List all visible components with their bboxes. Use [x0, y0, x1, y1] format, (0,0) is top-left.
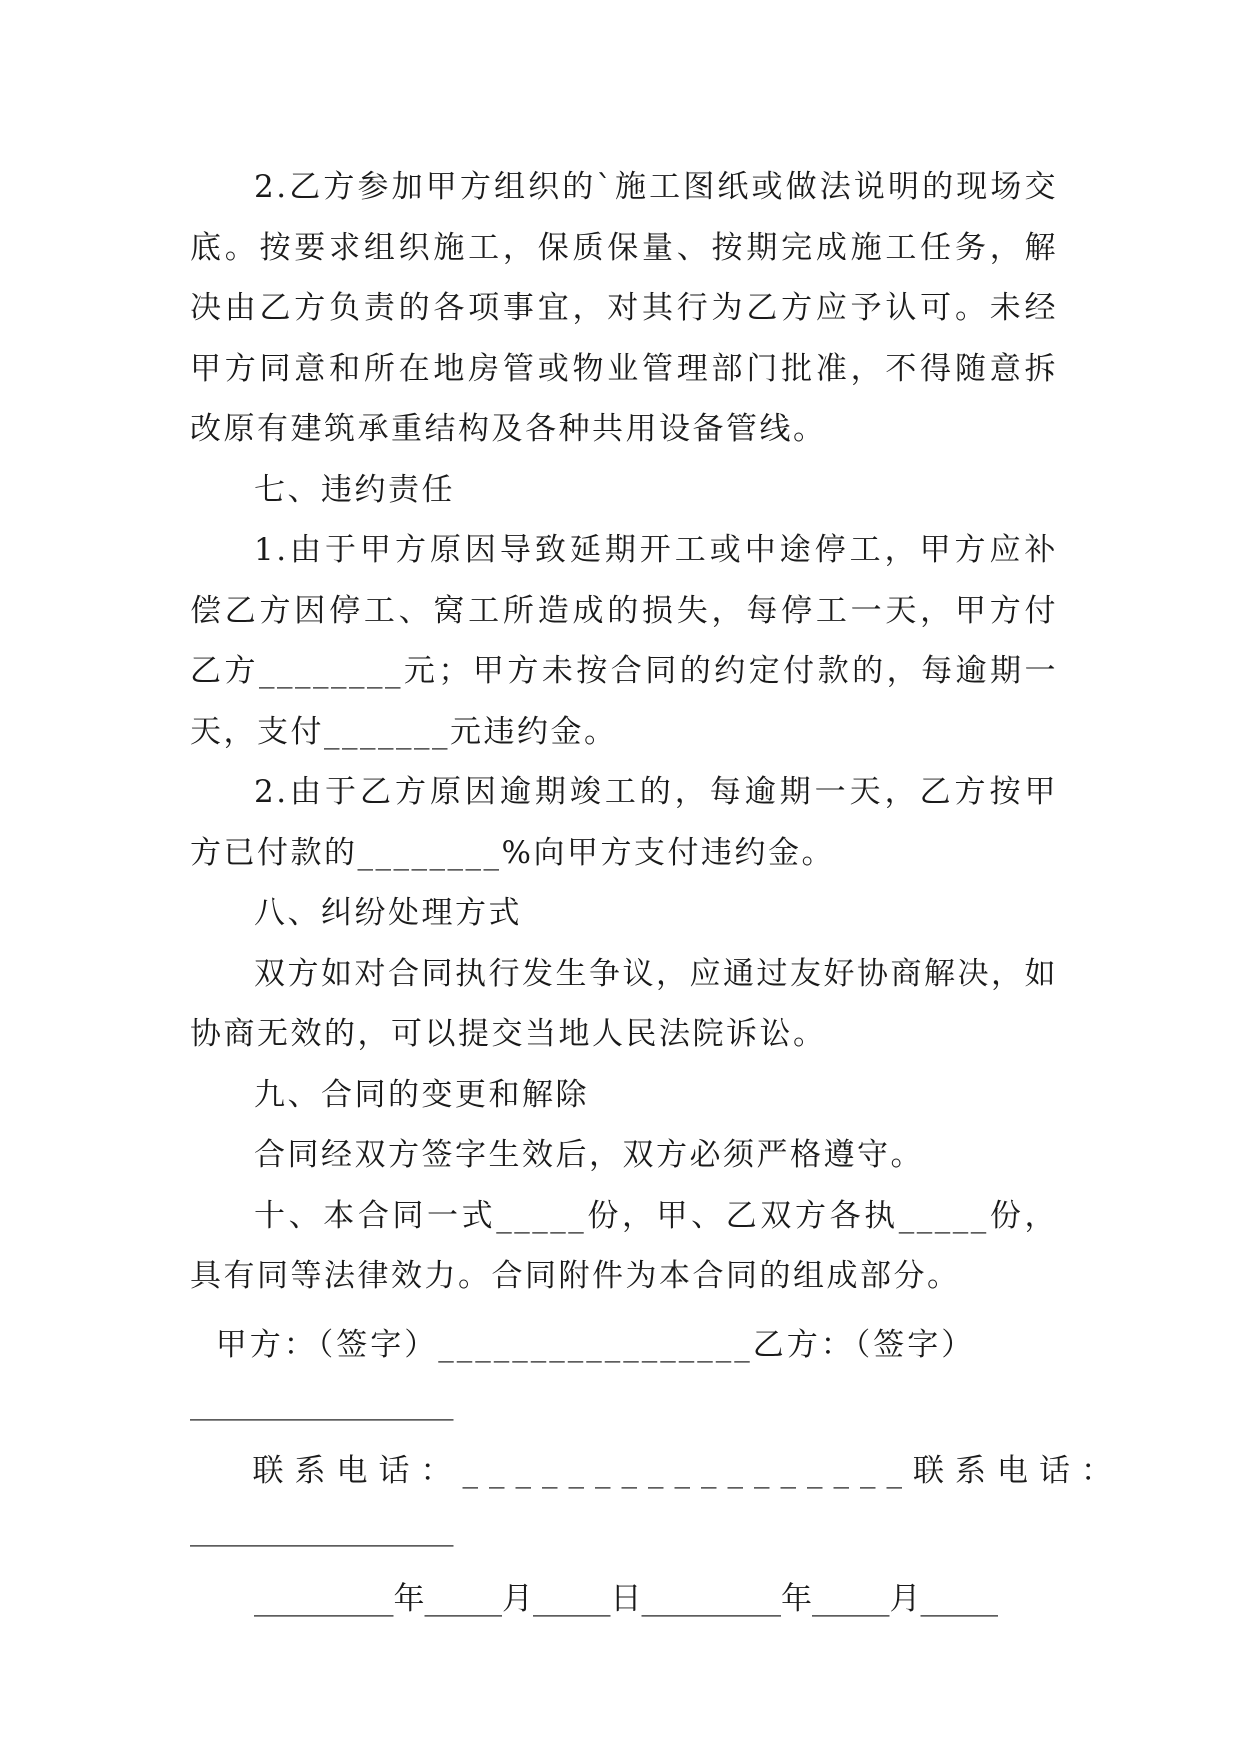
paragraph-copies: 十、本合同一式_____份，甲、乙双方各执_____份，具有同等法律效力。合同附件为本合同的组成部分。: [190, 1197, 1058, 1294]
section-heading-breach: 七、违约责任: [254, 471, 455, 508]
section-heading-amendment: 九、合同的变更和解除: [254, 1076, 589, 1113]
date-row: _________年_____月_____日_________年_____月_____: [254, 1580, 998, 1617]
paragraph-amendment: 合同经双方签字生效后，双方必须严格遵守。: [254, 1137, 924, 1173]
phone-row: 联系电话：_________________联系电话：: [190, 1452, 1124, 1489]
section-heading-dispute: 八、纠纷处理方式: [254, 895, 522, 931]
paragraph-construction-duty: 2.乙方参加甲方组织的`施工图纸或做法说明的现场交底。按要求组织施工，保质保量、按期完成施工任务，解决由乙方负责的各项事宜，对其行为乙方应予认可。未经甲方同意和所在地房管或物业管理部门批准，不得随意拆改原有建筑承重结构及各种共用设备管线。: [190, 169, 1058, 447]
paragraph-dispute: 双方如对合同执行发生争议，应通过友好协商解决，如协商无效的，可以提交当地人民法院诉讼。: [190, 955, 1058, 1052]
paragraph-breach-party-b: 2.由于乙方原因逾期竣工的，每逾期一天，乙方按甲方已付款的________%向甲方支付违约金。: [190, 774, 1058, 871]
phone-continuation: _________________: [190, 1510, 454, 1547]
paragraph-breach-party-a: 1.由于甲方原因导致延期开工或中途停工，甲方应补偿乙方因停工、窝工所造成的损失，每停工一天，甲方付乙方________元；甲方未按合同的约定付款的，每逾期一天，支付_______元违约金。: [190, 532, 1058, 750]
signature-row: 甲方：（签字）_________________乙方：（签字）: [190, 1326, 976, 1363]
signature-continuation: _________________: [190, 1384, 454, 1421]
document-page: [190, 157, 1124, 1629]
